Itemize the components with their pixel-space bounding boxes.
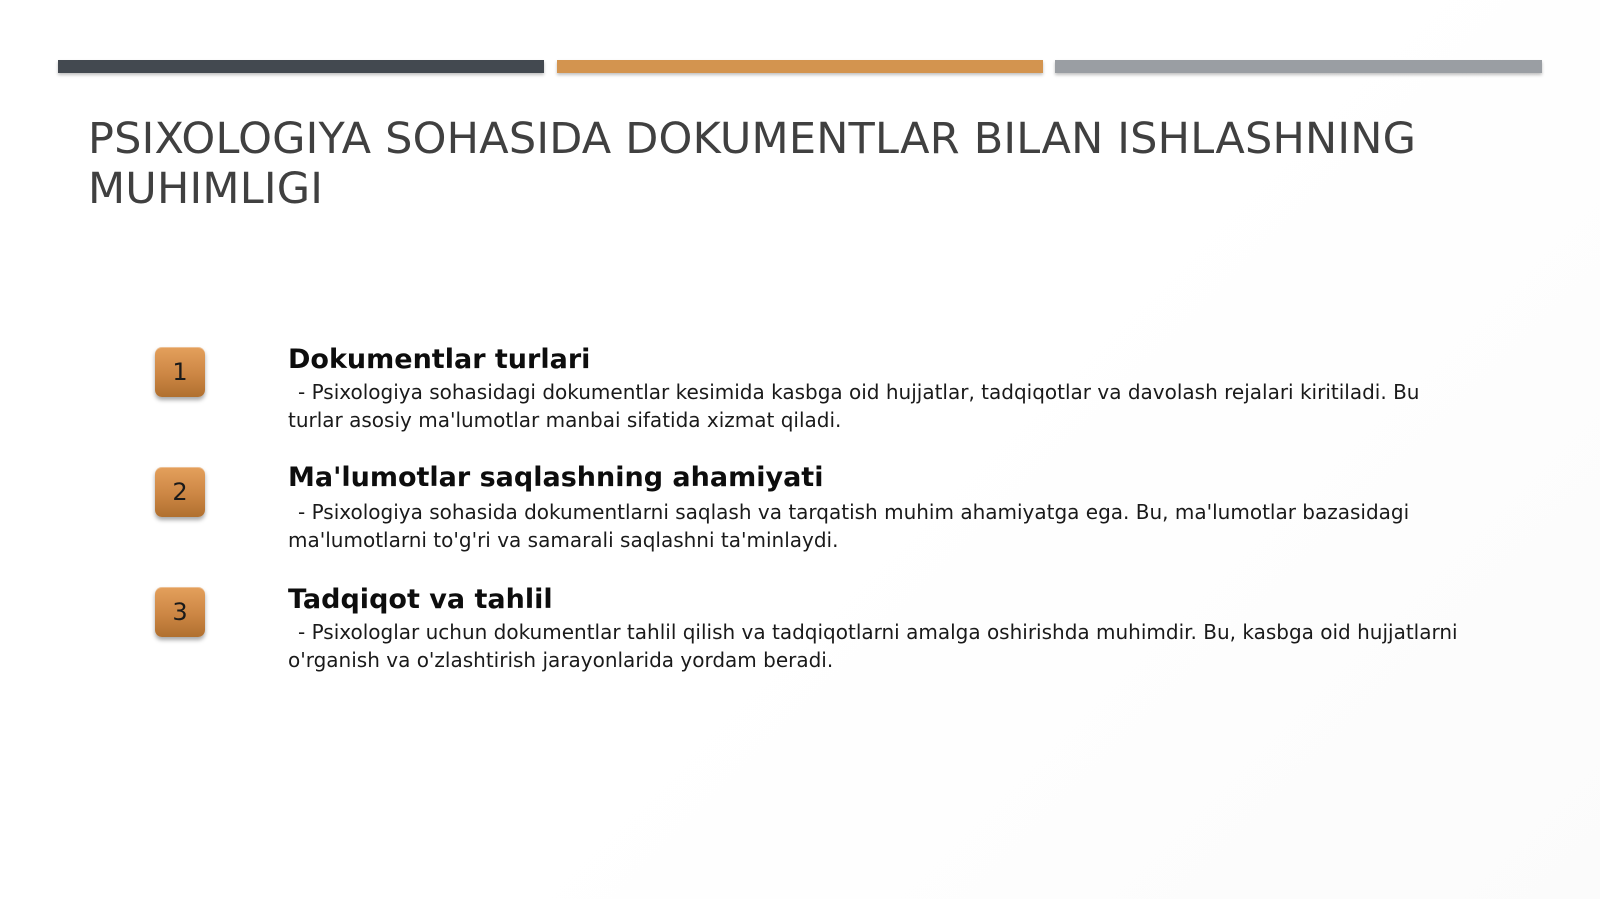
item-description: - Psixologiya sohasida dokumentlarni saqlash va tarqatish muhim ahamiyatga ega. Bu, ma'lumotlar bazasidagi ma'lumotlarni to'g'ri va samarali saqlashni ta'minlaydi. (288, 500, 1410, 552)
accent-bar-gray (1055, 60, 1542, 73)
item-description: - Psixologiya sohasidagi dokumentlar kesimida kasbga oid hujjatlar, tadqiqotlar va davolash rejalari kiritiladi. Bu turlar asosiy ma'lumotlar manbai sifatida xizmat qiladi. (288, 380, 1420, 432)
number-badge: 3 (155, 587, 205, 637)
item-heading: Tadqiqot va tahlil (288, 584, 553, 615)
accent-bar-orange (557, 60, 1043, 73)
item-description: - Psixologlar uchun dokumentlar tahlil qilish va tadqiqotlarni amalga oshirishda muhimdir. Bu, kasbga oid hujjatlarni o'rganish va o'zlashtirish jarayonlarida yordam beradi. (288, 620, 1458, 672)
accent-bar-dark (58, 60, 544, 73)
number-badge: 2 (155, 467, 205, 517)
slide-title: PSIXOLOGIYA SOHASIDA DOKUMENTLAR BILAN ISHLASHNING MUHIMLIGI (88, 114, 1417, 214)
item-heading: Dokumentlar turlari (288, 344, 591, 375)
number-badge: 1 (155, 347, 205, 397)
item-heading: Ma'lumotlar saqlashning ahamiyati (288, 462, 824, 493)
